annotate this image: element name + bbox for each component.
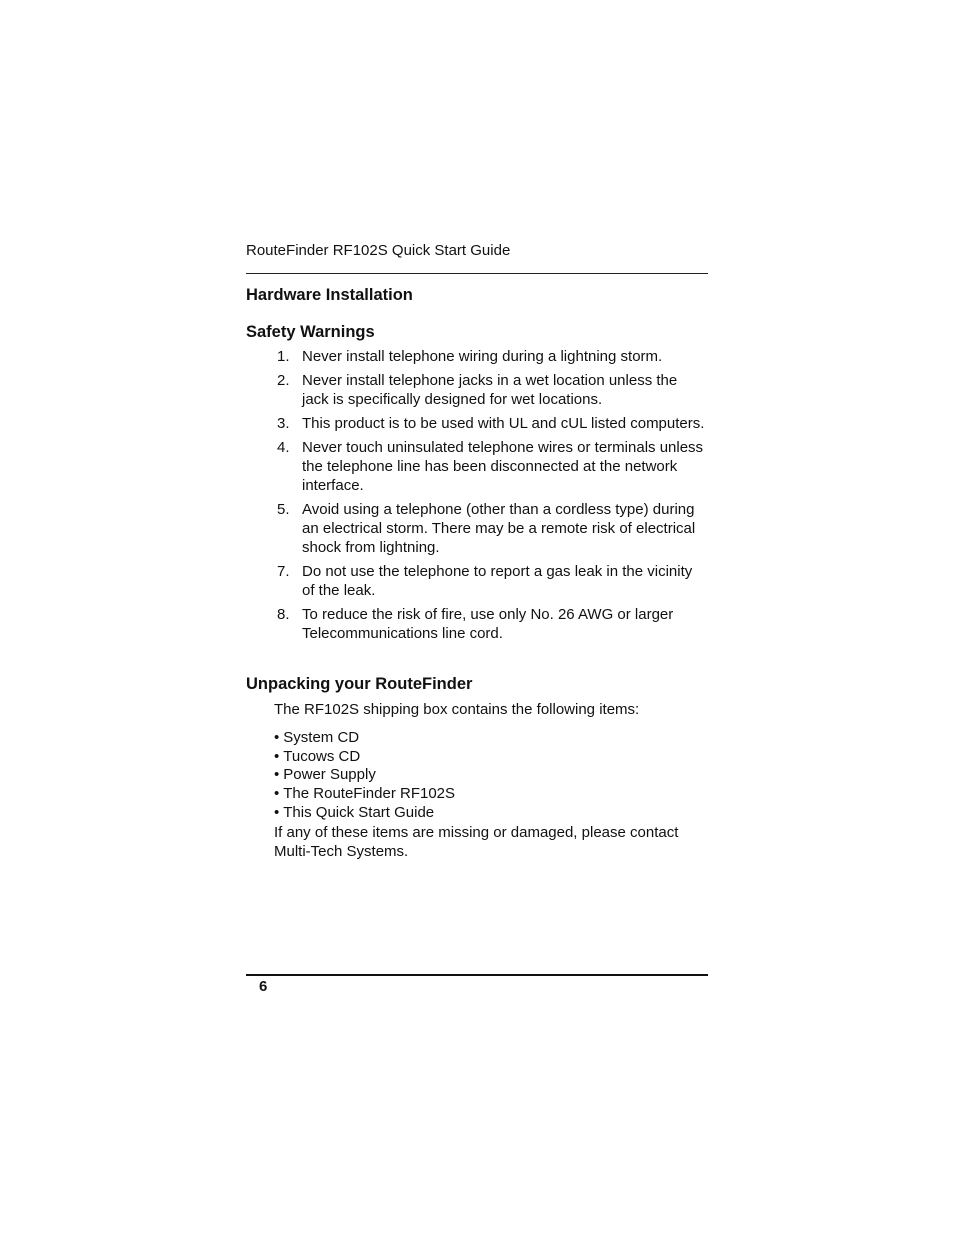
warning-text: Avoid using a telephone (other than a cordless type) during an electrical storm. There may be a remote risk of electrical shock from lightning. [302,501,696,556]
document-page [246,0,708,1235]
warning-text: Never touch uninsulated telephone wires or terminals unless the telephone line has been disconnected at the network interface. [302,439,704,494]
running-header: RouteFinder RF102S Quick Start Guide [246,242,511,259]
bullet-icon: • [274,766,280,784]
bullet-icon: • [274,803,280,821]
warning-number: 5. [277,501,290,518]
unpacking-intro: The RF102S shipping box contains the following items: [274,701,640,718]
list-item [274,748,455,767]
section-title-safety-warnings: Safety Warnings [246,323,375,341]
bullet-icon: • [274,747,280,765]
warning-text: To reduce the risk of fire, use only No. 26 AWG or larger Telecommunications line cord. [302,606,674,642]
warning-text: This product is to be used with UL and cUL listed computers. [302,415,705,432]
item-text: This Quick Start Guide [283,803,435,821]
missing-items-note: If any of these items are missing or damaged, please contact Multi-Tech Systems. [274,824,679,860]
section-title-unpacking: Unpacking your RouteFinder [246,675,473,693]
header-rule [246,273,708,274]
warning-item [246,414,708,433]
footer-rule [246,974,708,976]
warning-number: 1. [277,348,290,365]
warning-item [246,500,708,557]
warning-number: 2. [277,372,290,389]
list-item [274,766,455,785]
safety-warnings-list [246,347,708,648]
bullet-icon: • [274,785,280,803]
warning-number: 3. [277,415,290,432]
page-number: 6 [259,978,268,995]
warning-item [246,347,708,366]
item-text: The RouteFinder RF102S [283,785,456,803]
package-contents-list [274,729,455,823]
item-text: Tucows CD [283,747,361,765]
warning-number: 4. [277,439,290,456]
item-text: Power Supply [283,766,376,784]
warning-number: 8. [277,606,290,623]
warning-text: Never install telephone wiring during a lightning storm. [302,348,663,365]
section-title-hardware-installation: Hardware Installation [246,286,413,304]
warning-item [246,371,708,409]
warning-item [246,438,708,495]
warning-number: 7. [277,563,290,580]
warning-text: Never install telephone jacks in a wet location unless the jack is specifically designed for wet locations. [302,372,678,408]
list-item [274,729,455,748]
list-item [274,785,455,804]
list-item [274,804,455,823]
warning-item [246,605,708,643]
warning-text: Do not use the telephone to report a gas leak in the vicinity of the leak. [302,563,693,599]
bullet-icon: • [274,729,280,746]
warning-item [246,562,708,600]
item-text: System CD [283,729,360,746]
